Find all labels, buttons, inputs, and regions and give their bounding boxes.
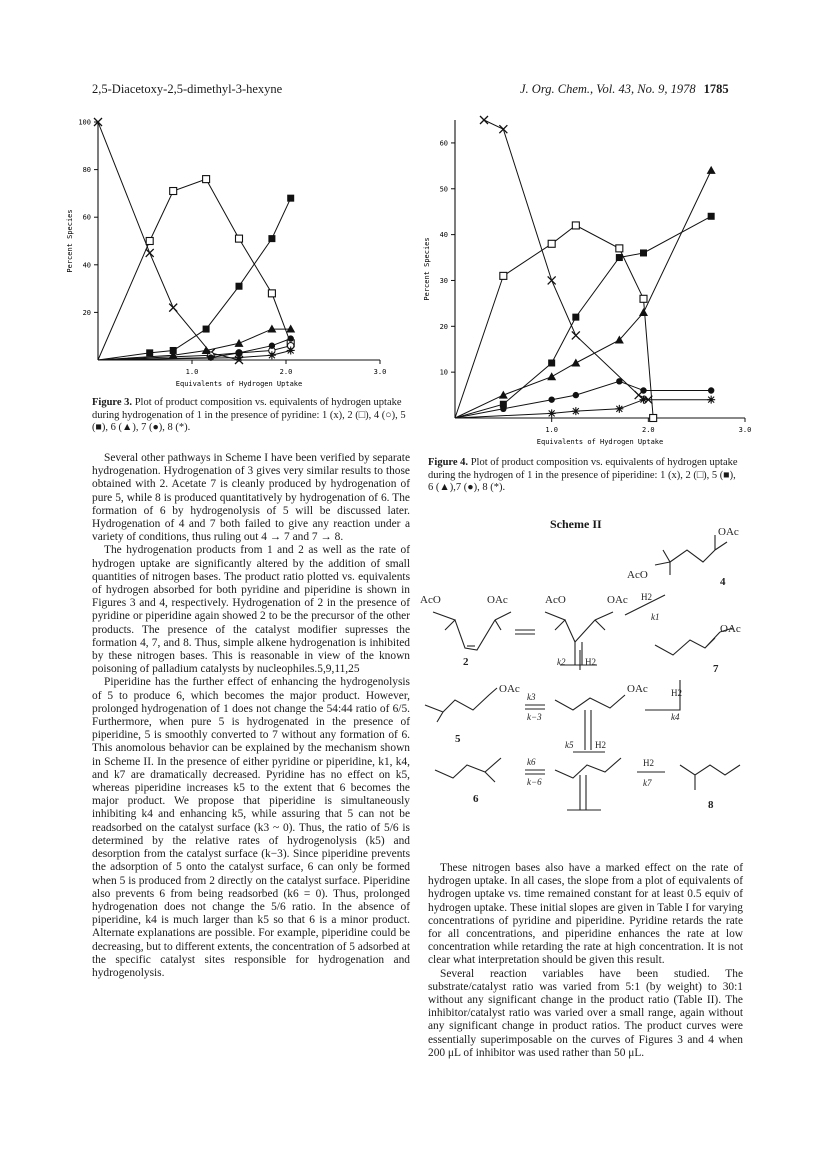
k2-label: k2 xyxy=(557,657,566,667)
adsorbed-2-structure xyxy=(545,612,613,642)
aco-label: AcO xyxy=(545,594,566,606)
fig3-x-tick-label: 2.0 xyxy=(279,368,293,376)
k3-label: k3 xyxy=(527,692,536,702)
oac-label: OAc xyxy=(720,623,741,635)
fig4-point-7 xyxy=(573,392,579,398)
oac-label: OAc xyxy=(487,594,508,606)
paragraph: Several other pathways in Scheme I have been verified by separate hydrogenation. Hydrogenation of 3 gives very similar results to those obtained with 2. Acetate 7 is cleanly produced by hydrogenation of pure 5, while 8 is produced quantitatively by hydrogenation of 6. The formation of 6 by hydrogenolysis of 5 will be discussed later. Hydrogenation of 4 and 7 both failed to give any reaction under a variety of conditions, thus ruling out 4 → 7 and 7 → 8. xyxy=(92,452,410,544)
fig4-point-1 xyxy=(572,331,580,339)
running-header-journal xyxy=(520,82,729,97)
compound-5-structure xyxy=(425,688,497,722)
figure-4-caption-text: Plot of product composition vs. equivalents of hydrogen uptake during the hydrogen of 1 in the presence of piperidine: 1 (x), 2 (□), 5 (■), 6 (▲),7 (●), 8 (*). xyxy=(428,457,738,493)
fig3-x-axis-label: Equivalents of Hydrogen Uptake xyxy=(175,380,303,388)
compound-6-structure xyxy=(435,758,501,782)
fig4-series-line-6 xyxy=(455,170,711,418)
fig3-y-tick-label: 20 xyxy=(82,308,91,317)
k-6-label: k−6 xyxy=(527,777,542,787)
compound-8-structure xyxy=(680,765,740,790)
fig3-y-tick-label: 40 xyxy=(82,261,91,270)
compound-label-8: 8 xyxy=(708,799,714,811)
figure-4-label: Figure 4. xyxy=(428,457,469,468)
scheme-title: Scheme II xyxy=(550,517,602,531)
fig4-point-6 xyxy=(571,358,580,366)
fig4-x-tick-label: 1.0 xyxy=(545,426,558,434)
fig3-point-1 xyxy=(169,304,177,312)
h2-label: H2 xyxy=(585,657,596,667)
fig3-series-7 xyxy=(98,335,294,360)
fig4-series-5 xyxy=(455,213,715,418)
fig4-y-tick-label: 20 xyxy=(439,322,448,331)
fig4-series-2 xyxy=(455,222,657,422)
fig3-point-8 xyxy=(287,346,295,354)
fig3-point-2 xyxy=(203,176,210,183)
fig3-y-tick-label: 80 xyxy=(82,166,91,175)
fig4-y-tick-label: 60 xyxy=(439,139,448,148)
fig3-point-5 xyxy=(146,349,153,356)
fig3-point-2 xyxy=(146,238,153,245)
k5-label: k5 xyxy=(565,740,574,750)
fig4-point-2 xyxy=(548,240,555,247)
fig3-point-7 xyxy=(269,343,275,349)
oac-label: OAc xyxy=(607,594,628,606)
fig3-point-8 xyxy=(235,354,243,362)
running-header-title: 2,5-Diacetoxy-2,5-dimethyl-3-hexyne xyxy=(92,82,283,96)
figure-4-caption xyxy=(428,457,743,495)
fig3-y-tick-label: 60 xyxy=(82,213,91,222)
paragraph: Several reaction variables have been studied. The substrate/catalyst ratio was varied from 5:1 (by weight) to 30:1 without any significant change in the product ratio (Table II). The inhibitor/catalyst ratio was varied over a small range, again without any significant change in product ratios. The product curves were essentially superimposable on the curves of Figures 3 and 4 when 200 μL of inhibitor was used rather than 50 μL. xyxy=(428,967,743,1059)
fig4-point-6 xyxy=(499,391,508,399)
fig4-point-6 xyxy=(639,308,648,316)
aco-label: AcO xyxy=(420,594,441,606)
fig3-x-tick-label: 3.0 xyxy=(373,368,387,376)
k7-label: k7 xyxy=(643,778,652,788)
figure-3-chart xyxy=(60,112,405,397)
fig4-series-7 xyxy=(455,378,714,418)
fig3-series-1 xyxy=(94,118,243,364)
fig4-point-7 xyxy=(640,387,646,393)
figure-3-label: Figure 3. xyxy=(92,397,133,408)
fig4-y-tick-label: 40 xyxy=(439,231,448,240)
fig4-point-7 xyxy=(500,406,506,412)
fig3-point-6 xyxy=(235,339,244,347)
fig4-point-7 xyxy=(708,387,714,393)
fig4-point-1 xyxy=(499,125,507,133)
compound-label-5: 5 xyxy=(455,733,461,745)
compound-label-2: 2 xyxy=(463,656,469,668)
h2-label: H2 xyxy=(643,758,654,768)
fig3-point-6 xyxy=(267,325,276,333)
fig4-series-6 xyxy=(455,166,716,418)
fig3-y-axis-label: Percent Species xyxy=(66,209,74,273)
fig4-series-line-8 xyxy=(455,400,711,418)
fig4-y-axis-label: Percent Species xyxy=(423,237,431,301)
figure-3-caption xyxy=(92,397,412,435)
fig4-point-7 xyxy=(616,378,622,384)
fig4-point-5 xyxy=(708,213,715,220)
h2-label: H2 xyxy=(595,740,606,750)
page-number: 1785 xyxy=(703,82,729,96)
fig4-x-tick-label: 3.0 xyxy=(738,426,752,434)
figure-3-caption-text: Plot of product composition vs. equivalents of hydrogen uptake during hydrogenation of 1 in the presence of pyridine: 1 (x), 2 (□), 4 (○), 5 (■), 6 (▲), 7 (●), 8 (*). xyxy=(92,397,406,433)
fig4-point-5 xyxy=(616,254,623,261)
fig3-point-5 xyxy=(236,283,243,290)
k6-label: k6 xyxy=(527,757,536,767)
right-column-body xyxy=(428,862,743,1060)
k4-label: k4 xyxy=(671,712,680,722)
fig4-point-6 xyxy=(707,166,716,174)
k-3-label: k−3 xyxy=(527,712,542,722)
fig4-x-axis-label: Equivalents of Hydrogen Uptake xyxy=(536,438,664,446)
aco-label: AcO xyxy=(627,569,648,581)
compound-label-7: 7 xyxy=(713,663,719,675)
fig4-point-5 xyxy=(640,249,647,256)
left-column-body xyxy=(92,452,410,980)
fig4-x-tick-label: 2.0 xyxy=(642,426,655,434)
fig4-point-2 xyxy=(616,245,623,252)
fig3-series-line-1 xyxy=(98,122,239,360)
fig3-series-5 xyxy=(98,195,294,360)
fig4-point-6 xyxy=(547,372,556,380)
fig3-point-7 xyxy=(288,335,294,341)
h2-label: H2 xyxy=(641,592,652,602)
fig4-point-2 xyxy=(640,295,647,302)
fig4-series-line-1 xyxy=(484,120,648,400)
fig3-point-5 xyxy=(287,195,294,202)
compound-label-6: 6 xyxy=(473,793,479,805)
fig4-point-2 xyxy=(572,222,579,229)
compound-4-structure xyxy=(670,550,715,562)
fig3-point-5 xyxy=(268,235,275,242)
scheme-ii-diagram xyxy=(415,520,760,820)
fig4-point-8 xyxy=(572,407,580,415)
fig4-point-8 xyxy=(548,409,556,417)
fig4-series-1 xyxy=(480,116,652,404)
fig4-series-line-5 xyxy=(455,216,711,418)
paragraph: The hydrogenation products from 1 and 2 as well as the rate of hydrogen uptake are significantly altered by the addition of small quantities of nitrogen bases. The product ratio plotted vs. equivalents of hydrogen absorbed for both pyridine and piperidine is shown in Figures 3 and 4, respectively. Hydrogenation of 2 in the presence of pyridine or piperidine again showed 2 to be the precursor of the other products. The presence of the catalyst modifier supresses the formation 4, 7, and 8. Thus, simple alkene hydrogenation is inhibited by these nitrogen bases. This is reasonable in view of the known poisoning of palladium catalysts by nucleophiles.5,9,11,25 xyxy=(92,544,410,676)
oac-label: OAc xyxy=(499,683,520,695)
fig4-point-8 xyxy=(707,396,715,404)
paragraph: Piperidine has the further effect of enhancing the hydrogenolysis of 5 to produce 6, which becomes the major product. However, prolonged hydrogenation of 1 does not change the 54:44 ratio of 6/5. Furthermore, when pure 5 is hydrogenated in the presence of piperidine, 5 is smoothly converted to 7 without any formation of 6. This anomolous behavior can be explained by the mechanism shown in Scheme II. In the presence of either pyridine or piperidine, k1, k4, and k7 are dramatically decreased. Pyridine has no effect on k5, whereas piperidine increases k5 to the extent that 6 becomes the major product. We propose that piperidine is simultaneously inhibiting k4 and enhancing k5, while assuring that 5 can not be readsorbed on the catalyst surface (k3 ~ 0). Thus, the ratio of 5/6 is determined by the relative rates of hydrogenolysis (k5) and desorption from the catalyst surface (k−3). Since piperidine prevents the adsorption of 5 onto the catalyst surface, 6 can only be formed when 5 is produced from 2 directly on the catalyst surface. Piperidine also prevents 6 from being readsorbed (k6 = 0). Thus, prolonged hydrogenation does not change the 5/6 ratio. In the absence of piperidine, k4 is much larger than k5 so that 6 is a minor product. Alternate explanations are possible. For example, piperidine could be decreasing, but to different extents, the concentration of 5 adsorbed at the specific catalyst sites responsible for hydrogenation and hydrogenolysis. xyxy=(92,676,410,979)
oac-label: OAc xyxy=(718,526,739,538)
fig3-x-tick-label: 1.0 xyxy=(185,368,199,376)
fig3-point-6 xyxy=(286,325,295,333)
adsorbed-5-structure xyxy=(555,695,625,710)
fig3-point-1 xyxy=(146,249,154,257)
fig4-y-tick-label: 30 xyxy=(439,276,448,285)
compound-2-structure xyxy=(433,612,511,650)
fig4-point-5 xyxy=(548,359,555,366)
fig4-y-tick-label: 10 xyxy=(439,368,448,377)
fig4-series-line-2 xyxy=(455,225,653,418)
figure-4-chart xyxy=(415,112,760,452)
fig4-point-7 xyxy=(548,396,554,402)
fig4-point-2 xyxy=(650,415,657,422)
fig4-point-8 xyxy=(640,396,648,404)
fig3-point-8 xyxy=(268,351,276,359)
fig4-point-1 xyxy=(480,116,488,124)
journal-citation: J. Org. Chem., Vol. 43, No. 9, 1978 xyxy=(520,82,696,96)
fig3-series-6 xyxy=(98,325,295,360)
fig4-point-8 xyxy=(615,405,623,413)
oac-label: OAc xyxy=(627,683,648,695)
fig3-point-5 xyxy=(203,326,210,333)
fig3-point-2 xyxy=(236,235,243,242)
paragraph: These nitrogen bases also have a marked effect on the rate of hydrogen uptake. In all cases, the slope from a plot of equivalents of hydrogen uptake vs. time remained constant for at least 0.5 equiv of hydrogen uptake. These initial slopes are given in Table I for varying concentrations of pyridine and piperidine. Pyridine retards the rate for all concentrations, and piperidine enhances the rate at low concentration while retarding the rate at high concentration. It is not clear what interpretation should be given this result. xyxy=(428,862,743,967)
fig4-y-tick-label: 50 xyxy=(439,185,448,194)
fig3-series-line-7 xyxy=(98,339,291,360)
k1-label: k1 xyxy=(651,612,660,622)
fig3-series-8 xyxy=(98,346,295,361)
fig3-point-2 xyxy=(268,290,275,297)
fig4-point-2 xyxy=(500,272,507,279)
compound-label-4: 4 xyxy=(720,576,726,588)
fig3-y-tick-label: 100 xyxy=(78,118,91,127)
fig3-series-4 xyxy=(98,343,294,360)
fig3-point-2 xyxy=(170,188,177,195)
adsorbed-6-structure xyxy=(555,758,621,778)
fig4-point-5 xyxy=(572,314,579,321)
h2-label: H2 xyxy=(671,688,682,698)
fig3-series-line-5 xyxy=(98,198,291,360)
fig4-point-1 xyxy=(548,276,556,284)
